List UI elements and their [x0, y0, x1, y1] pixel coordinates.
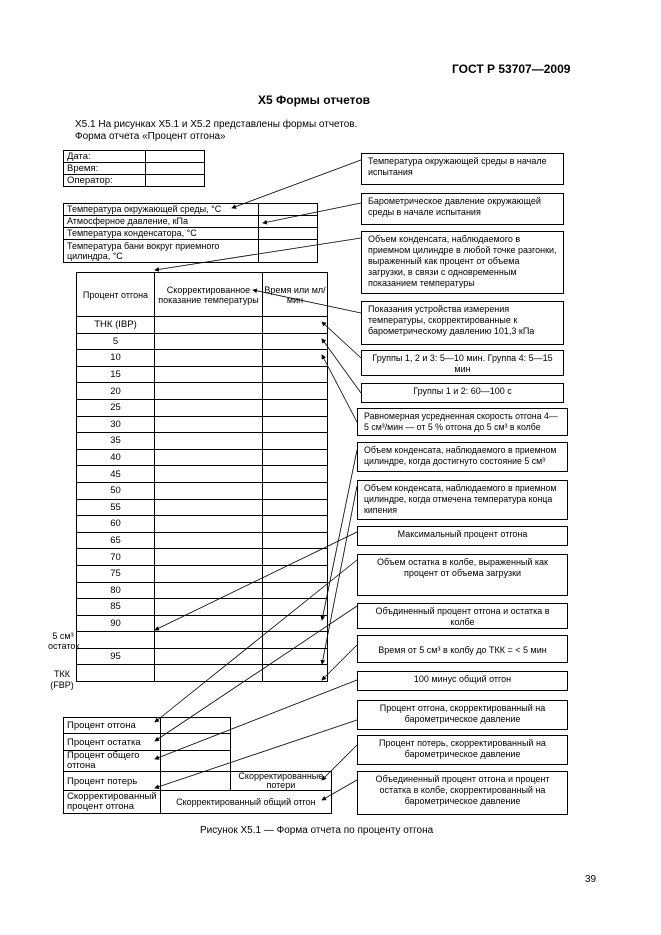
row-time-cell[interactable] — [263, 333, 328, 350]
row-temperature-cell[interactable] — [155, 466, 263, 483]
row-time-cell[interactable] — [263, 366, 328, 383]
note-residue: Объем остатка в колбе, выраженный как процент от объема загрузки — [357, 554, 568, 596]
row-percent — [77, 665, 155, 682]
row-temperature-cell[interactable] — [155, 665, 263, 682]
condenser-temp-label: Температура конденсатора, °С — [64, 228, 259, 240]
note-rate-text: Равномерная усредненная скорость отгона 4—5 см³/мин — от 5 % отгона до 5 см³ в колбе — [364, 411, 558, 432]
row-percent: 65 — [77, 532, 155, 549]
row-time-cell[interactable] — [263, 648, 328, 665]
row-time-cell[interactable] — [263, 599, 328, 616]
distillation-table — [76, 272, 328, 682]
row-percent: 20 — [77, 383, 155, 400]
table-row — [77, 383, 328, 400]
note-rate — [357, 408, 568, 436]
time-value[interactable] — [146, 163, 205, 175]
row-time-cell[interactable] — [263, 516, 328, 533]
figure-caption: Рисунок Х5.1 — Форма отчета по проценту отгона — [200, 825, 434, 836]
row-percent: 5 — [77, 333, 155, 350]
header-percent: Процент отгона — [77, 273, 155, 317]
condenser-temp-value[interactable] — [259, 228, 318, 240]
row-temperature-cell[interactable] — [155, 565, 263, 582]
note-corrected-temp: Показания устройства измерения температуры, скорректированные к барометрическому давлению 101,3 кПа — [361, 301, 564, 345]
table-row — [77, 632, 328, 649]
table-row — [77, 399, 328, 416]
summary-percent-label: Процент отгона — [64, 718, 161, 734]
note-condensate-volume: Объем конденсата, наблюдаемого в приемном цилиндре в любой точке разгонки, выраженный как процент от объема загрузки, в связи с одновременным показанием температуры — [361, 231, 564, 294]
note-barometric: Барометрическое давление окружающей среды в начале испытания — [361, 193, 564, 225]
row-percent: 60 — [77, 516, 155, 533]
row-percent: 15 — [77, 366, 155, 383]
note-100-minus: 100 минус общий отгон — [357, 671, 568, 691]
summary-total-value[interactable] — [160, 751, 230, 772]
row-temperature-cell[interactable] — [155, 317, 263, 334]
note-groups-12: Группы 1 и 2: 60—100 с — [361, 383, 564, 403]
residue-label: 5 см³ остаток — [48, 631, 80, 651]
note-corrected-combined: Объединенный процент отгона и процент остатка в колбе, скорректированный на барометрическое давление — [357, 771, 568, 815]
header-time: Время или мл/мин — [263, 273, 328, 317]
row-time-cell[interactable] — [263, 499, 328, 516]
note-5cm3: Объем конденсата, наблюдаемого в приемном цилиндре, когда достигнуто состояние 5 см³ — [357, 442, 568, 472]
row-temperature-cell[interactable] — [155, 333, 263, 350]
row-temperature-cell[interactable] — [155, 516, 263, 533]
row-percent: 75 — [77, 565, 155, 582]
summary-corrected-total: Скорректированный общий отгон — [160, 791, 332, 814]
row-percent: ТНК (IBP) — [77, 317, 155, 334]
pressure-label: Атмосферное давление, кПа — [64, 216, 259, 228]
summary-losses-value[interactable] — [160, 772, 230, 791]
row-temperature-cell[interactable] — [155, 632, 263, 649]
row-temperature-cell[interactable] — [155, 449, 263, 466]
row-temperature-cell[interactable] — [155, 532, 263, 549]
row-temperature-cell[interactable] — [155, 399, 263, 416]
row-time-cell[interactable] — [263, 565, 328, 582]
row-temperature-cell[interactable] — [155, 615, 263, 632]
row-percent: 95 — [77, 648, 155, 665]
row-time-cell[interactable] — [263, 399, 328, 416]
table-row — [77, 366, 328, 383]
info-table — [63, 150, 205, 187]
row-time-cell[interactable] — [263, 532, 328, 549]
operator-value[interactable] — [146, 175, 205, 187]
leader-1 — [232, 160, 361, 208]
row-temperature-cell[interactable] — [155, 366, 263, 383]
fbp-label: (FBP) — [50, 680, 74, 690]
conditions-table — [63, 203, 318, 263]
row-percent: 85 — [77, 599, 155, 616]
pressure-value[interactable] — [259, 216, 318, 228]
ambient-temp-label: Температура окружающей среды, °С — [64, 204, 259, 216]
operator-label: Оператор: — [64, 175, 146, 187]
table-row — [77, 582, 328, 599]
row-temperature-cell[interactable] — [155, 416, 263, 433]
tkk-label: ТКК — [54, 669, 70, 679]
row-percent: 90 — [77, 615, 155, 632]
table-row — [77, 350, 328, 367]
note-corrected-losses: Процент потерь, скорректированный на барометрическое давление — [357, 735, 568, 765]
row-temperature-cell[interactable] — [155, 582, 263, 599]
time-label: Время: — [64, 163, 146, 175]
date-label: Дата: — [64, 151, 146, 163]
row-percent: 25 — [77, 399, 155, 416]
table-row — [77, 665, 328, 682]
row-time-cell[interactable] — [263, 449, 328, 466]
table-row — [77, 449, 328, 466]
page-number: 39 — [585, 874, 597, 885]
row-time-cell[interactable] — [263, 317, 328, 334]
row-temperature-cell[interactable] — [155, 549, 263, 566]
table-row — [77, 482, 328, 499]
table-row — [77, 433, 328, 450]
note-combined: Объдиненный процент отгона и остатка в колбе — [357, 603, 568, 629]
row-temperature-cell[interactable] — [155, 383, 263, 400]
row-temperature-cell[interactable] — [155, 433, 263, 450]
row-percent: 30 — [77, 416, 155, 433]
table-row — [77, 416, 328, 433]
note-time-5cm3: Время от 5 см³ в колбу до ТКК = < 5 мин — [357, 635, 568, 663]
row-temperature-cell[interactable] — [155, 482, 263, 499]
row-percent: 35 — [77, 433, 155, 450]
row-temperature-cell[interactable] — [155, 499, 263, 516]
row-time-cell[interactable] — [263, 665, 328, 682]
table-row — [77, 499, 328, 516]
row-percent: 40 — [77, 449, 155, 466]
table-row — [77, 333, 328, 350]
intro-line-1: Х5.1 На рисунках Х5.1 и Х5.2 представлены формы отчетов. — [75, 119, 358, 130]
row-temperature-cell[interactable] — [155, 599, 263, 616]
row-time-cell[interactable] — [263, 632, 328, 649]
standard-number: ГОСТ Р 53707—2009 — [452, 62, 571, 76]
summary-total-label: Процент общего отгона — [64, 751, 161, 772]
row-time-cell[interactable] — [263, 433, 328, 450]
bath-temp-label: Температура бани вокруг приемного цилиндра, °С — [64, 240, 259, 263]
ambient-temp-value[interactable] — [259, 204, 318, 216]
table-row — [77, 549, 328, 566]
row-percent: 45 — [77, 466, 155, 483]
summary-residue-label: Процент остатка — [64, 734, 161, 751]
row-time-cell[interactable] — [263, 615, 328, 632]
row-percent: 10 — [77, 350, 155, 367]
row-time-cell[interactable] — [263, 482, 328, 499]
note-groups-123: Группы 1, 2 и 3: 5—10 мин. Группа 4: 5—15 мин — [361, 350, 564, 376]
summary-corrected-label: Скорректированный процент отгона — [64, 791, 161, 814]
row-temperature-cell[interactable] — [155, 648, 263, 665]
section-title: Х5 Формы отчетов — [258, 93, 371, 107]
summary-losses-label: Процент потерь — [64, 772, 161, 791]
summary-residue-value[interactable] — [160, 734, 230, 751]
row-time-cell[interactable] — [263, 383, 328, 400]
header-temperature: Скорректированное показание температуры — [155, 273, 263, 317]
summary-table — [63, 717, 332, 814]
row-time-cell[interactable] — [263, 582, 328, 599]
note-max-percent: Максимальный процент отгона — [357, 526, 568, 546]
table-row — [77, 516, 328, 533]
row-time-cell[interactable] — [263, 549, 328, 566]
row-percent: 80 — [77, 582, 155, 599]
summary-corrected-losses: Скорректированные потери — [230, 772, 332, 791]
table-row — [77, 599, 328, 616]
row-time-cell[interactable] — [263, 466, 328, 483]
table-row — [77, 317, 328, 334]
note-ambient-temp: Температура окружающей среды в начале испытания — [361, 153, 564, 185]
table-row — [77, 565, 328, 582]
intro-line-2: Форма отчета «Процент отгона» — [75, 131, 226, 142]
row-percent: 70 — [77, 549, 155, 566]
note-corrected-percent: Процент отгона, скорректированный на барометрическое давление — [357, 700, 568, 730]
row-percent: 50 — [77, 482, 155, 499]
table-row — [77, 648, 328, 665]
row-time-cell[interactable] — [263, 416, 328, 433]
row-percent — [77, 632, 155, 649]
row-time-cell[interactable] — [263, 350, 328, 367]
table-row — [77, 466, 328, 483]
note-end-boil: Объем конденсата, наблюдаемого в приемном цилиндре, когда отмечена температура конца кипения — [357, 480, 568, 520]
row-temperature-cell[interactable] — [155, 350, 263, 367]
date-value[interactable] — [146, 151, 205, 163]
row-percent: 55 — [77, 499, 155, 516]
summary-percent-value[interactable] — [160, 718, 230, 734]
bath-temp-value[interactable] — [259, 240, 318, 263]
table-row — [77, 615, 328, 632]
table-row — [77, 532, 328, 549]
